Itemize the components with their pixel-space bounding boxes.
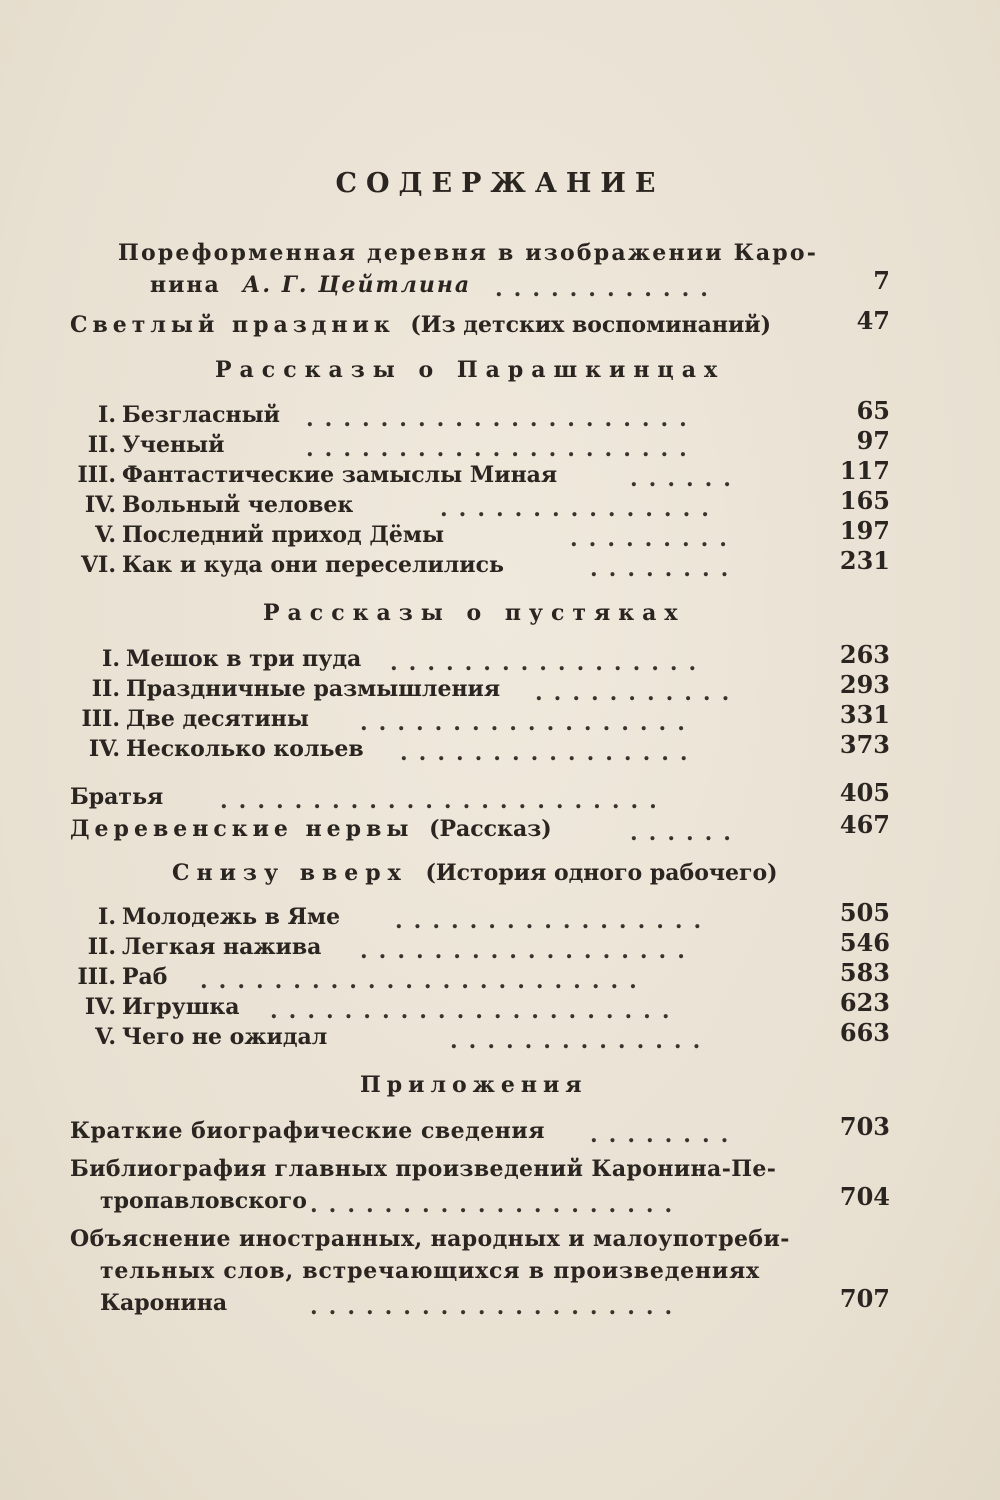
intro-line-2: нина [150,272,221,298]
page-number: 263 [839,640,890,669]
entry-biblio-line-1: Библиография главных произведений Каронина-Пе- [70,1156,777,1182]
entry-title: Как и куда они переселились [122,552,504,578]
page-number: 293 [839,670,890,699]
page-number: 405 [839,778,890,807]
intro-line-1: Пореформенная деревня в изображении Каро- [118,240,819,266]
toc-entry[interactable] [70,958,890,994]
page-number: 623 [839,988,890,1017]
entry-number: V. [95,1024,116,1050]
entry-title: Мешок в три пуда [126,646,362,672]
entry-title: Фантастические замыслы Миная [122,462,558,488]
entry-number: VI. [80,552,116,578]
toc-entry[interactable] [70,546,890,582]
page-number: 703 [839,1112,890,1141]
entry-title: Деревенские нервы [70,816,414,842]
entry-number: II. [87,432,116,458]
leader-dots: .............. [450,1028,712,1052]
page-number: 707 [839,1284,890,1313]
page-number: 467 [839,810,890,839]
entry-number: II. [87,934,116,960]
entry-number: III. [81,706,120,732]
entry-title: Молодежь в Яме [122,904,341,930]
intro-entry[interactable] [150,266,890,302]
toc-entry[interactable] [70,1018,890,1054]
toc-entry[interactable] [70,730,890,766]
leader-dots: ............... [440,496,720,520]
page-number: 117 [839,456,890,485]
entry-title: Каронина [100,1290,228,1316]
toc-entry[interactable] [70,898,890,934]
entry-title: Праздничные размышления [126,676,501,702]
toc-entry[interactable] [70,486,890,522]
leader-dots: ...... [630,466,742,490]
leader-dots: .................... [310,1294,684,1318]
page-number: 583 [839,958,890,987]
entry-number: V. [95,522,116,548]
toc-entry[interactable] [70,396,890,432]
page-number: 165 [839,486,890,515]
entry-title: Вольный человек [122,492,354,518]
page-number: 197 [839,516,890,545]
entry-title: Краткие биографические сведения [70,1118,545,1144]
page-number: 373 [839,730,890,759]
leader-dots: ..................... [306,406,698,430]
toc-entry[interactable] [70,640,890,676]
toc-entry[interactable] [70,516,890,552]
entry-biblio[interactable] [100,1182,890,1218]
entry-title: Несколько кольев [126,736,364,762]
entry-derevenskie-nervy[interactable] [70,810,890,846]
entry-number: I. [98,904,116,930]
leader-dots: ................. [395,908,713,932]
section-heading: Рассказы о пустяках [263,600,686,626]
entry-glossary[interactable] [100,1284,890,1320]
toc-entry[interactable] [70,426,890,462]
leader-dots: ........................ [200,968,648,992]
leader-dots: .................... [310,1192,684,1216]
page-title: СОДЕРЖАНИЕ [335,168,665,199]
entry-title: Ученый [122,432,225,458]
entry-number: I. [102,646,120,672]
page-number: 97 [856,426,890,455]
entry-title: Игрушка [122,994,240,1020]
section-title: Снизу вверх [172,860,408,886]
entry-number: IV. [88,736,120,762]
page-number: 47 [856,306,890,335]
entry-subtitle: (Рассказ) [429,816,552,842]
entry-number: IV. [84,994,116,1020]
entry-title: Раб [122,964,168,990]
entry-number: II. [91,676,120,702]
entry-bratya[interactable] [70,778,890,814]
entry-title: Легкая нажива [122,934,322,960]
entry-title: Чего не ожидал [122,1024,328,1050]
section-heading: Рассказы о Парашкинцах [215,357,726,383]
entry-title: Две десятины [126,706,309,732]
entry-number: I. [98,402,116,428]
leader-dots: ........ [590,1122,740,1146]
toc-entry[interactable] [70,988,890,1024]
leader-dots: ........... [535,680,741,704]
leader-dots: ................. [390,650,708,674]
entry-glossary-line-2: тельных слов, встречающихся в произведениях [100,1258,760,1284]
entry-number: III. [77,964,116,990]
page-number: 7 [873,266,890,295]
entry-number: IV. [84,492,116,518]
leader-dots: .................. [360,710,696,734]
entry-title: Братья [70,784,164,810]
entry-title: Безгласный [122,402,280,428]
leader-dots: ........................ [220,788,668,812]
leader-dots: ............ [495,276,719,300]
page-number: 704 [839,1182,890,1211]
page-number: 663 [839,1018,890,1047]
leader-dots: ...................... [270,998,681,1022]
leader-dots: .................. [360,938,696,962]
leader-dots: ......... [570,526,738,550]
entry-subtitle: (Из детских воспоминаний) [410,312,772,338]
page-number: 331 [839,700,890,729]
section-heading [172,860,778,886]
leader-dots: ..................... [306,436,698,460]
section-heading: Приложения [360,1072,588,1098]
entry-number: III. [77,462,116,488]
entry-title: тропавловского [100,1188,307,1214]
leader-dots: ........ [590,556,740,580]
page-number: 546 [839,928,890,957]
toc-entry[interactable] [70,700,890,736]
intro-author: А. Г. Цейтлина [242,272,472,298]
page-number: 231 [839,546,890,575]
page-number: 65 [856,396,890,425]
page-number: 505 [839,898,890,927]
entry-title: Светлый праздник [70,312,395,338]
entry-svetly-prazdnik[interactable] [70,306,890,342]
toc-entry[interactable] [70,928,890,964]
entry-title: Последний приход Дёмы [122,522,445,548]
leader-dots: ................ [400,740,699,764]
entry-bio[interactable] [70,1112,890,1148]
entry-glossary-line-1: Объяснение иностранных, народных и малоупотреби- [70,1226,790,1252]
leader-dots: ...... [630,820,742,844]
toc-entry[interactable] [70,456,890,492]
toc-entry[interactable] [70,670,890,706]
section-subtitle: (История одного рабочего) [425,860,778,886]
